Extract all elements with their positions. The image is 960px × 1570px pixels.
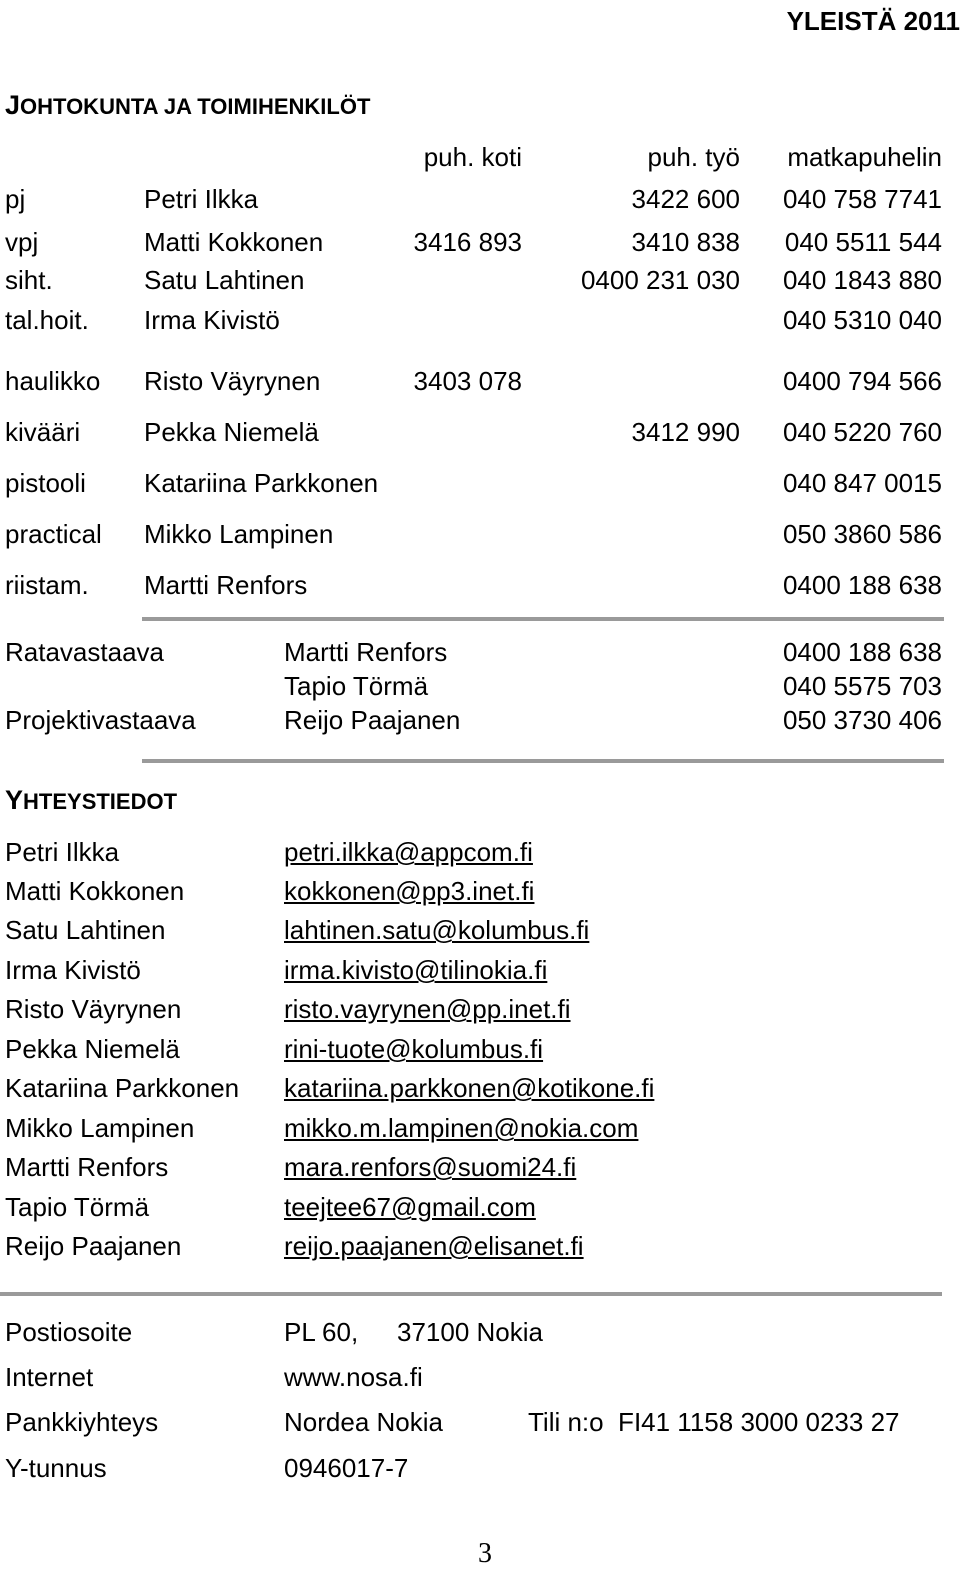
official-phone: 040 5575 703 [782, 671, 942, 701]
business-id-value: 0946017-7 [284, 1453, 409, 1483]
official-name: Tapio Törmä [284, 671, 429, 701]
page-header-year: YLEISTÄ 2011 [786, 6, 960, 36]
board-home-phone: 3416 893 [413, 227, 522, 257]
board-name: Petri Ilkka [144, 184, 259, 214]
contact-name: Katariina Parkkonen [5, 1073, 240, 1103]
board-work-phone: 3412 990 [631, 417, 740, 447]
contact-name: Tapio Törmä [5, 1192, 150, 1222]
official-phone: 0400 188 638 [782, 637, 942, 667]
contact-email-link[interactable]: risto.vayrynen@pp.inet.fi [284, 994, 571, 1024]
board-mobile-phone: 050 3860 586 [782, 519, 942, 549]
board-name: Martti Renfors [144, 570, 308, 600]
board-mobile-phone: 0400 188 638 [782, 570, 942, 600]
contact-email-link[interactable]: petri.ilkka@appcom.fi [284, 837, 533, 867]
website-link[interactable]: www.nosa.fi [284, 1362, 423, 1392]
postal-box: PL 60, [284, 1317, 359, 1347]
contact-name: Risto Väyrynen [5, 994, 182, 1024]
board-home-phone: 3403 078 [413, 366, 522, 396]
official-role: Ratavastaava [5, 637, 164, 667]
contact-email-link[interactable]: reijo.paajanen@elisanet.fi [284, 1231, 584, 1261]
board-work-phone: 0400 231 030 [580, 265, 740, 295]
contact-email-link[interactable]: mikko.m.lampinen@nokia.com [284, 1113, 639, 1143]
board-name: Irma Kivistö [144, 305, 280, 335]
official-role: Projektivastaava [5, 705, 196, 735]
board-mobile-phone: 0400 794 566 [782, 366, 942, 396]
column-header-work: puh. työ [647, 142, 740, 172]
internet-label: Internet [5, 1362, 94, 1392]
board-role: tal.hoit. [5, 305, 89, 335]
board-mobile-phone: 040 5220 760 [782, 417, 942, 447]
board-mobile-phone: 040 847 0015 [782, 468, 942, 498]
board-role: siht. [5, 265, 53, 295]
contact-name: Martti Renfors [5, 1152, 169, 1182]
contact-email-link[interactable]: katariina.parkkonen@kotikone.fi [284, 1073, 655, 1103]
column-header-mobile: matkapuhelin [787, 142, 942, 172]
board-section-title: JOHTOKUNTA JA TOIMIHENKILÖT [5, 90, 371, 120]
board-mobile-phone: 040 758 7741 [782, 184, 942, 214]
contact-email-link[interactable]: teejtee67@gmail.com [284, 1192, 536, 1222]
contact-name: Irma Kivistö [5, 955, 141, 985]
postal-address-label: Postiosoite [5, 1317, 133, 1347]
contact-name: Satu Lahtinen [5, 915, 166, 945]
bank-label: Pankkiyhteys [5, 1407, 159, 1437]
official-name: Reijo Paajanen [284, 705, 461, 735]
board-mobile-phone: 040 5310 040 [782, 305, 942, 335]
board-name: Matti Kokkonen [144, 227, 324, 257]
official-name: Martti Renfors [284, 637, 448, 667]
section-divider [142, 617, 944, 621]
board-role: pj [5, 184, 26, 214]
contact-email-link[interactable]: lahtinen.satu@kolumbus.fi [284, 915, 590, 945]
column-header-home: puh. koti [423, 142, 522, 172]
board-work-phone: 3422 600 [631, 184, 740, 214]
contact-name: Matti Kokkonen [5, 876, 185, 906]
board-name: Pekka Niemelä [144, 417, 319, 447]
board-name: Risto Väyrynen [144, 366, 321, 396]
board-role: kivääri [5, 417, 81, 447]
board-role: pistooli [5, 468, 86, 498]
board-role: riistam. [5, 570, 89, 600]
contacts-section-title: YHTEYSTIEDOT [5, 785, 178, 815]
contact-email-link[interactable]: mara.renfors@suomi24.fi [284, 1152, 577, 1182]
business-id-label: Y-tunnus [5, 1453, 107, 1483]
contact-name: Reijo Paajanen [5, 1231, 182, 1261]
contact-name: Petri Ilkka [5, 837, 120, 867]
contact-email-link[interactable]: kokkonen@pp3.inet.fi [284, 876, 535, 906]
bank-account: Tili n:o FI41 1158 3000 0233 27 [528, 1407, 900, 1437]
postal-code-city: 37100 Nokia [397, 1317, 543, 1347]
board-name: Katariina Parkkonen [144, 468, 379, 498]
board-role: vpj [5, 227, 39, 257]
official-phone: 050 3730 406 [782, 705, 942, 735]
contact-name: Pekka Niemelä [5, 1034, 180, 1064]
board-work-phone: 3410 838 [631, 227, 740, 257]
page-number: 3 [478, 1538, 492, 1569]
board-name: Mikko Lampinen [144, 519, 334, 549]
section-divider [0, 1292, 942, 1296]
board-name: Satu Lahtinen [144, 265, 305, 295]
contact-email-link[interactable]: irma.kivisto@tilinokia.fi [284, 955, 548, 985]
board-role: practical [5, 519, 102, 549]
contact-email-link[interactable]: rini-tuote@kolumbus.fi [284, 1034, 544, 1064]
board-mobile-phone: 040 1843 880 [782, 265, 942, 295]
contact-name: Mikko Lampinen [5, 1113, 195, 1143]
bank-name: Nordea Nokia [284, 1407, 443, 1437]
section-divider [142, 759, 944, 763]
board-mobile-phone: 040 5511 544 [784, 227, 942, 257]
board-role: haulikko [5, 366, 101, 396]
